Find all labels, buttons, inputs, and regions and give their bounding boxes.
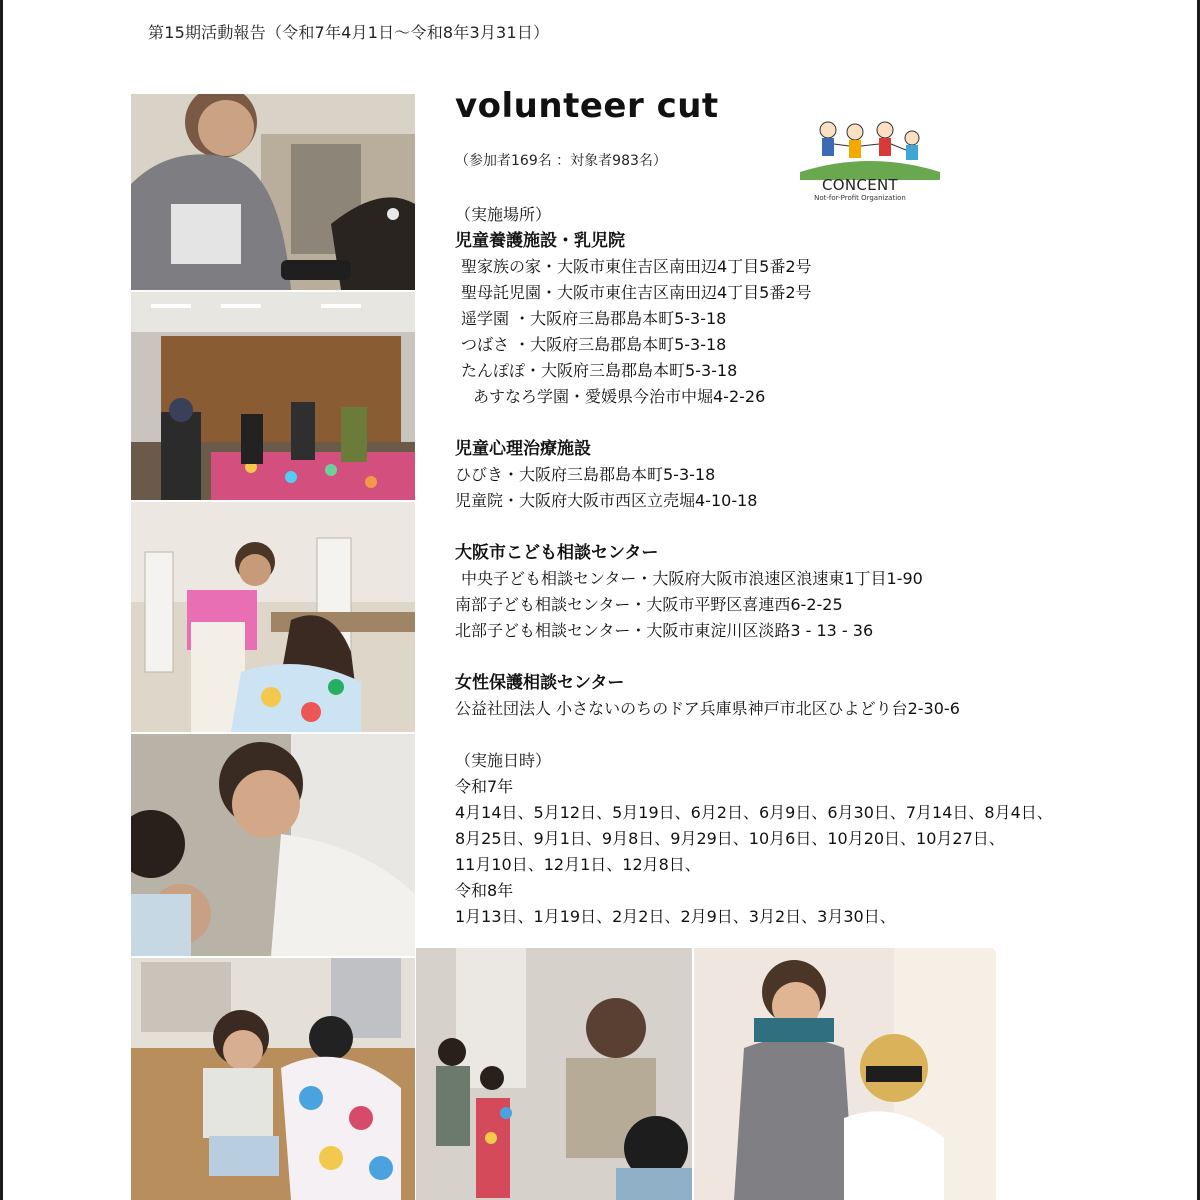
logo-name: CONCENT bbox=[822, 176, 898, 194]
venue-item: ひびき・大阪府三島郡島本町5-3-18 bbox=[455, 465, 716, 484]
venue-item: 北部子ども相談センター・大阪市東淀川区淡路3 - 13 - 36 bbox=[455, 621, 874, 640]
date-line: 11月10日、12月1日、12月8日、 bbox=[455, 855, 701, 874]
year-label: 令和8年 bbox=[455, 881, 514, 900]
details-text bbox=[455, 202, 1055, 930]
participant-count: （参加者169名 ：対象者983名） bbox=[455, 153, 667, 169]
venue-item: 南部子ども相談センター・大阪市平野区喜連西6-2-25 bbox=[455, 595, 843, 614]
venue-group-heading: 児童養護施設・乳児院 bbox=[455, 231, 625, 251]
logo-children-icon bbox=[800, 110, 940, 180]
page-title: volunteer cut bbox=[455, 86, 719, 126]
photo-event-hall bbox=[131, 292, 415, 500]
date-line: 4月14日、5月12日、5月19日、6月2日、6月9日、6月30日、7月14日、8月4日、 bbox=[455, 803, 1053, 822]
photo-stylist-pink bbox=[131, 502, 415, 732]
date-line: 8月25日、9月1日、9月8日、9月29日、10月6日、10月20日、10月27日、 bbox=[455, 829, 1005, 848]
venue-item: 聖母託児園・大阪市東住吉区南田辺4丁目5番2号 bbox=[461, 283, 812, 302]
venue-item: 中央子ども相談センター・大阪府大阪市浪速区浪速東1丁目1-90 bbox=[461, 569, 923, 588]
venues-label: （実施場所） bbox=[455, 205, 552, 224]
venue-item: 聖家族の家・大阪市東住吉区南田辺4丁目5番2号 bbox=[461, 257, 812, 276]
photo-group-cut bbox=[416, 948, 692, 1200]
year-label: 令和7年 bbox=[455, 777, 514, 796]
venue-item: たんぽぽ・大阪府三島郡島本町5-3-18 bbox=[461, 361, 738, 380]
venue-item: 児童院・大阪府大阪市西区立売堀4-10-18 bbox=[455, 491, 758, 510]
concent-logo bbox=[800, 110, 940, 210]
page-border-left bbox=[0, 0, 3, 1200]
photo-closeup-cut bbox=[131, 734, 415, 956]
logo-subtitle: Not-for-Profit Organization bbox=[814, 194, 906, 202]
report-header: 第15期活動報告（令和7年4月1日〜令和8年3月31日） bbox=[148, 23, 550, 42]
venue-item: つばさ ・大阪府三島郡島本町5-3-18 bbox=[461, 335, 727, 354]
venue-item: 公益社団法人 小さないのちのドア兵庫県神戸市北区ひよどり台2-30-6 bbox=[455, 699, 960, 718]
venue-item: あすなろ学園・愛媛県今治市中堀4-2-26 bbox=[473, 387, 766, 406]
date-line: 1月13日、1月19日、2月2日、2月9日、3月2日、3月30日、 bbox=[455, 907, 896, 926]
venue-group-heading: 大阪市こども相談センター bbox=[455, 543, 659, 563]
photo-smiling-stylist bbox=[694, 948, 996, 1200]
venue-group-heading: 女性保護相談センター bbox=[455, 673, 625, 693]
dates-label: （実施日時） bbox=[455, 751, 552, 770]
photo-stylist-phone bbox=[131, 94, 415, 290]
venue-item: 遥学園 ・大阪府三島郡島本町5-3-18 bbox=[461, 309, 727, 328]
photo-kneeling-cut bbox=[131, 958, 415, 1200]
venue-group-heading: 児童心理治療施設 bbox=[455, 439, 591, 459]
